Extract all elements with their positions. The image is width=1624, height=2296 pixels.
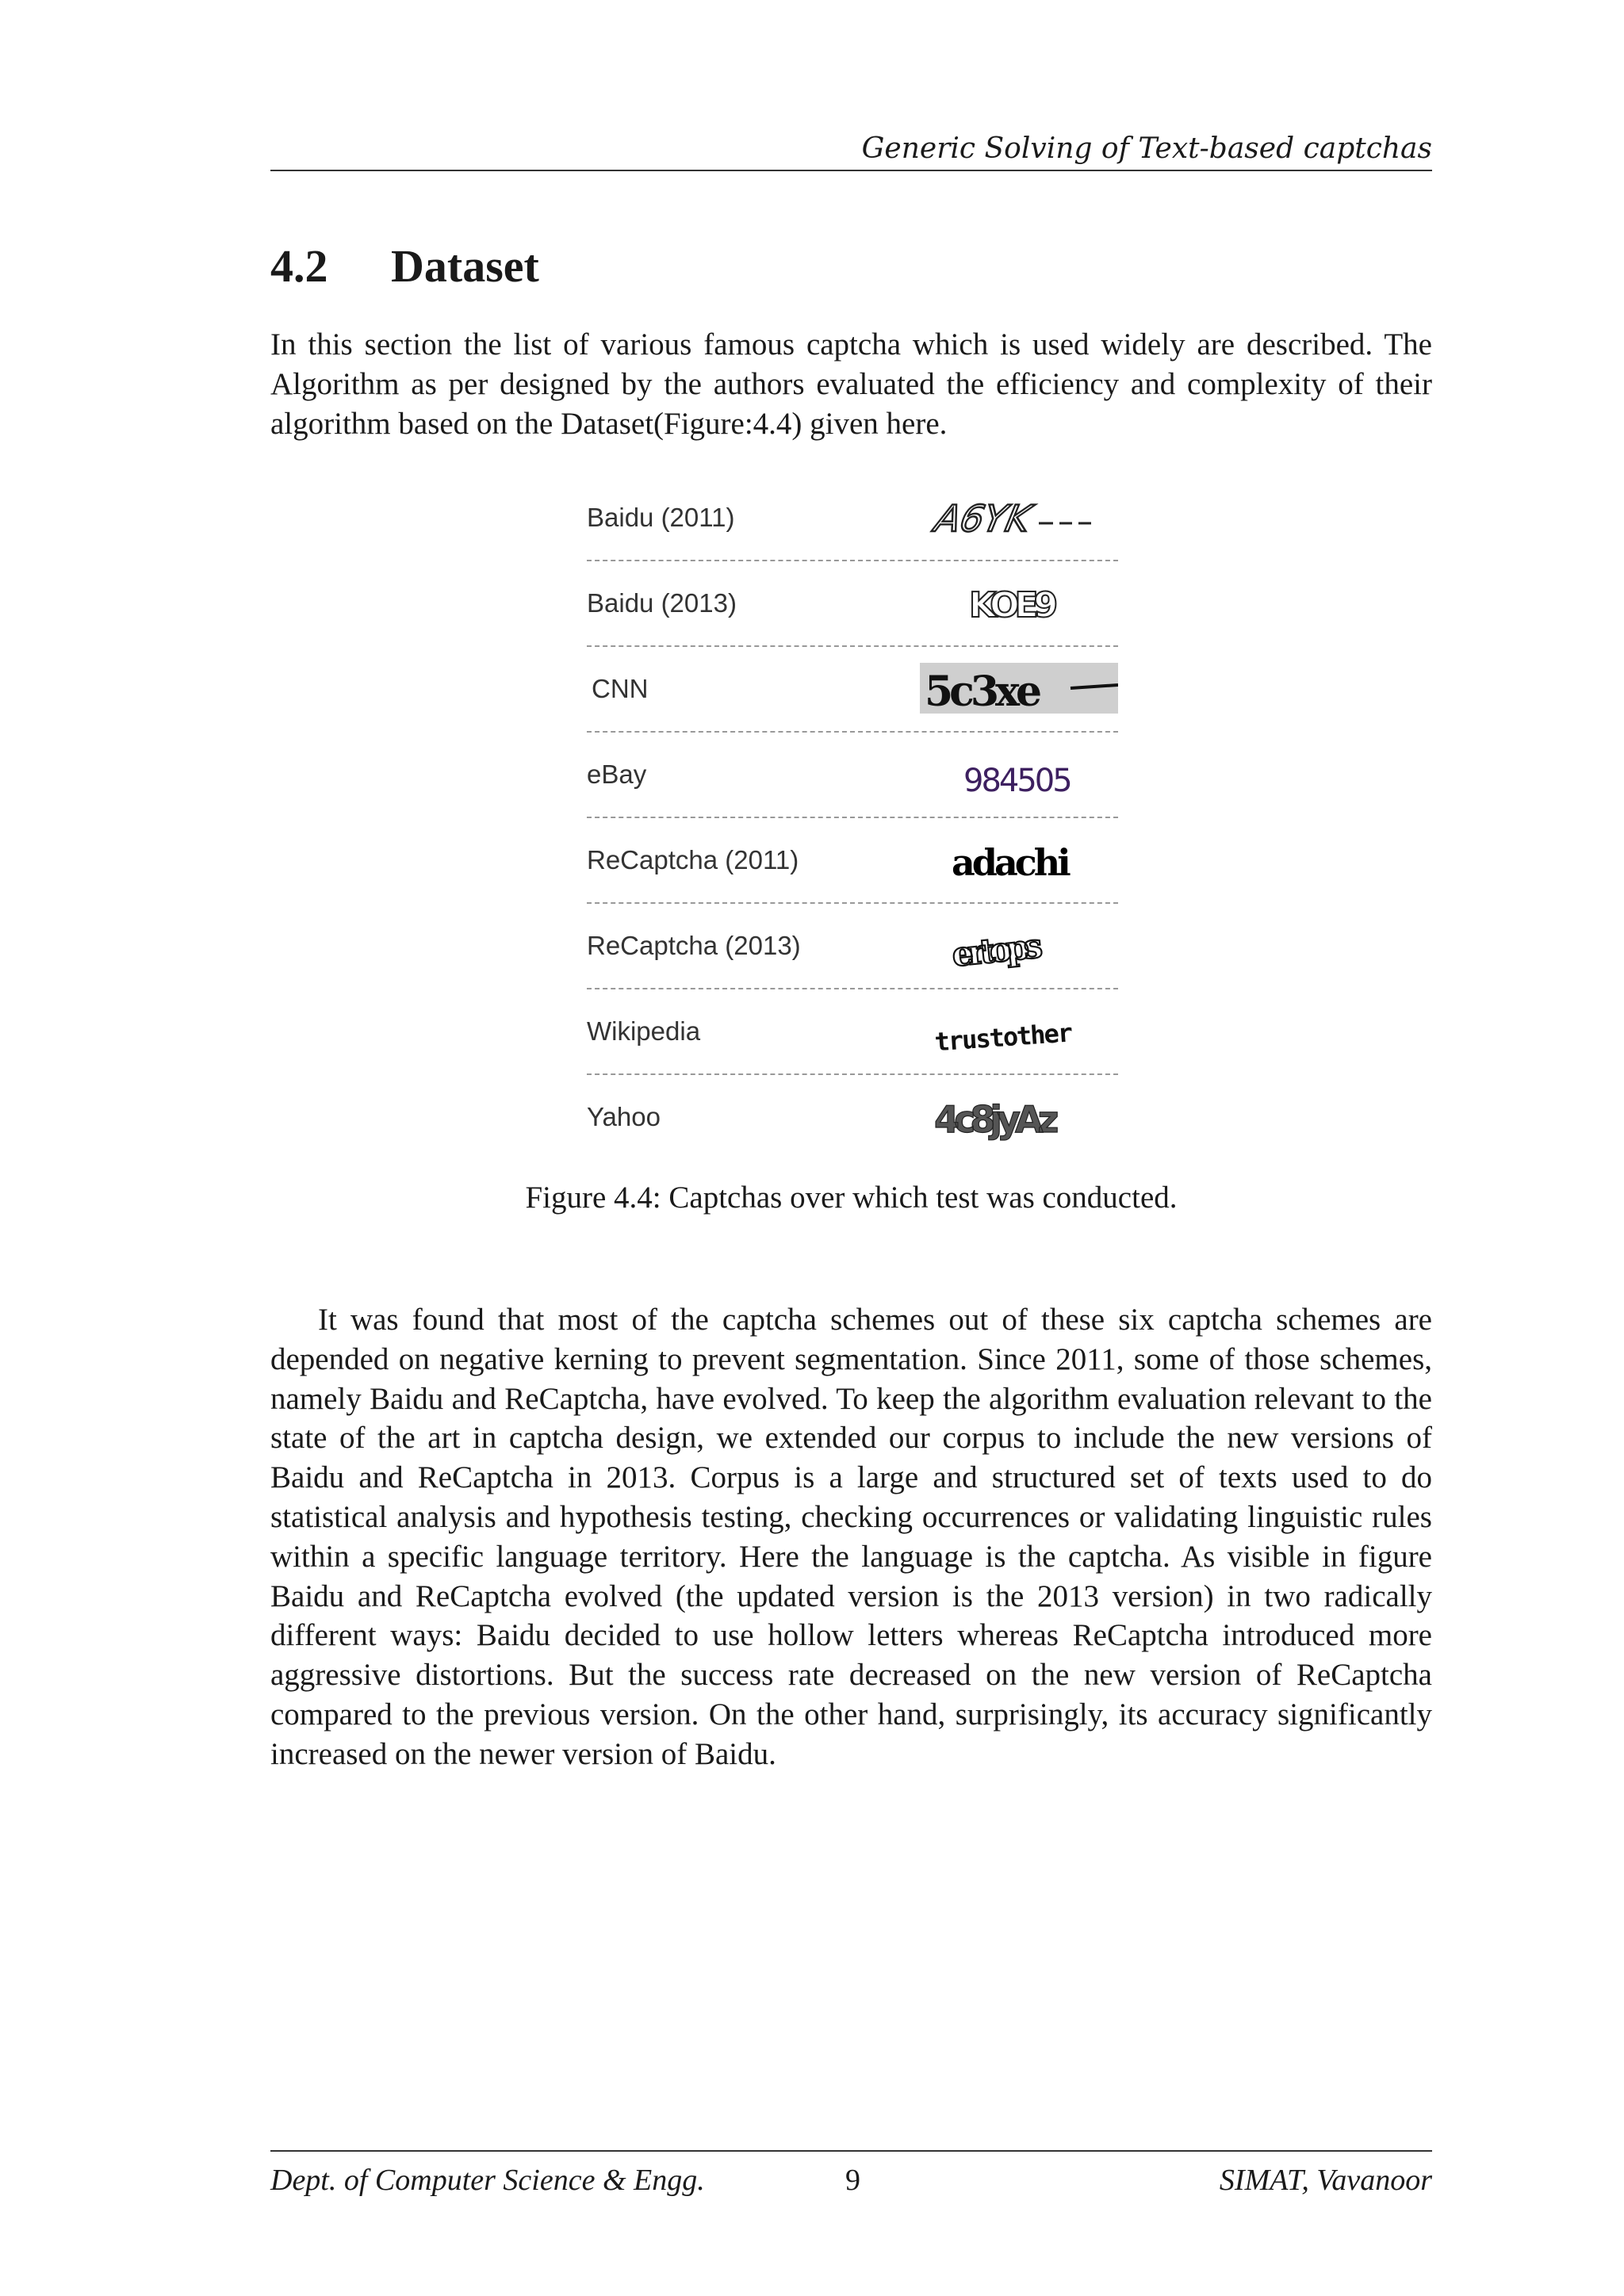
section-title: Dataset [391,240,539,292]
body-paragraph: It was found that most of the captcha schemes out of these six captcha schemes are depended on negative kerning to prevent segmentation. Since 2011, some of those schemes, namely Baidu and ReCaptcha, have evolved. To keep the algorithm evaluation relevant to the state of the art in captcha design, we extended our corpus to include the new versions of Baidu and ReCaptcha in 2013. Corpus is a large and structured set of texts used to do statistical analysis and hypothesis testing, checking occurrences or validating linguistic rules within a specific language territory. Here the language is the captcha. As visible in figure Baidu and ReCaptcha evolved (the updated version is the 2013 version) in two radically different ways: Baidu decided to use hollow letters whereas ReCaptcha introduced more aggressive distortions. But the success rate decreased on the new version of ReCaptcha compared to the previous version. On the other hand, surprisingly, its accuracy significantly increased on the newer version of Baidu. [270,1303,1432,1771]
captcha-label: eBay [587,760,647,789]
captcha-row [587,904,1118,989]
svg-text:adachi: adachi [952,841,1068,884]
svg-text:5c3xe: 5c3xe [925,668,1039,716]
captcha-row [587,733,1118,818]
captcha-image-ebay [920,739,1118,810]
captcha-row [587,476,1118,561]
figure-caption: Figure 4.4: Captchas over which test was conducted. [525,1181,1178,1215]
footer-department: Dept. of Computer Science & Engg. [270,2164,705,2197]
svg-text:ertops: ertops [950,926,1039,974]
captcha-label: Yahoo [587,1102,661,1131]
intro-paragraph: In this section the list of various famous captcha which is used widely are described. The Algorithm as per designed by the authors evaluated the efficiency and complexity of their algorithm based on the Dataset(Figure:4.4) given here. [270,327,1432,441]
captcha-image-yahoo [920,1081,1118,1153]
section-heading [270,235,539,298]
svg-text:trustother: trustother [933,1017,1073,1058]
captcha-figure [587,476,1118,1150]
footer-institution: SIMAT, Vavanoor [1219,2164,1432,2197]
captcha-label: Baidu (2011) [587,503,735,532]
captcha-row [587,1075,1118,1159]
captcha-row [587,989,1118,1075]
captcha-image-wikipedia [920,996,1118,1067]
captcha-row [587,647,1118,733]
svg-text:984505: 984505 [963,763,1071,799]
captcha-image-baidu-2013 [920,568,1118,639]
running-header: Generic Solving of Text-based captchas [270,128,1432,171]
captcha-image-baidu-2011 [920,482,1118,553]
captcha-image-recaptcha-2011 [920,825,1118,896]
captcha-label: CNN [592,674,649,703]
captcha-row [587,561,1118,647]
svg-text:A6YK: A6YK [931,497,1035,540]
captcha-label: ReCaptcha (2011) [587,845,799,874]
captcha-label: Wikipedia [587,1016,701,1046]
captcha-image-recaptcha-2013 [920,910,1118,982]
captcha-image-cnn [920,653,1118,725]
page-footer [270,2150,1432,2210]
captcha-row [587,818,1118,904]
captcha-label: Baidu (2013) [587,588,737,618]
svg-text:4c8jyAz: 4c8jyAz [934,1098,1054,1141]
captcha-label: ReCaptcha (2013) [587,931,801,960]
page-number: 9 [845,2164,860,2197]
svg-text:KOE9: KOE9 [969,585,1054,626]
section-number: 4.2 [270,240,328,292]
